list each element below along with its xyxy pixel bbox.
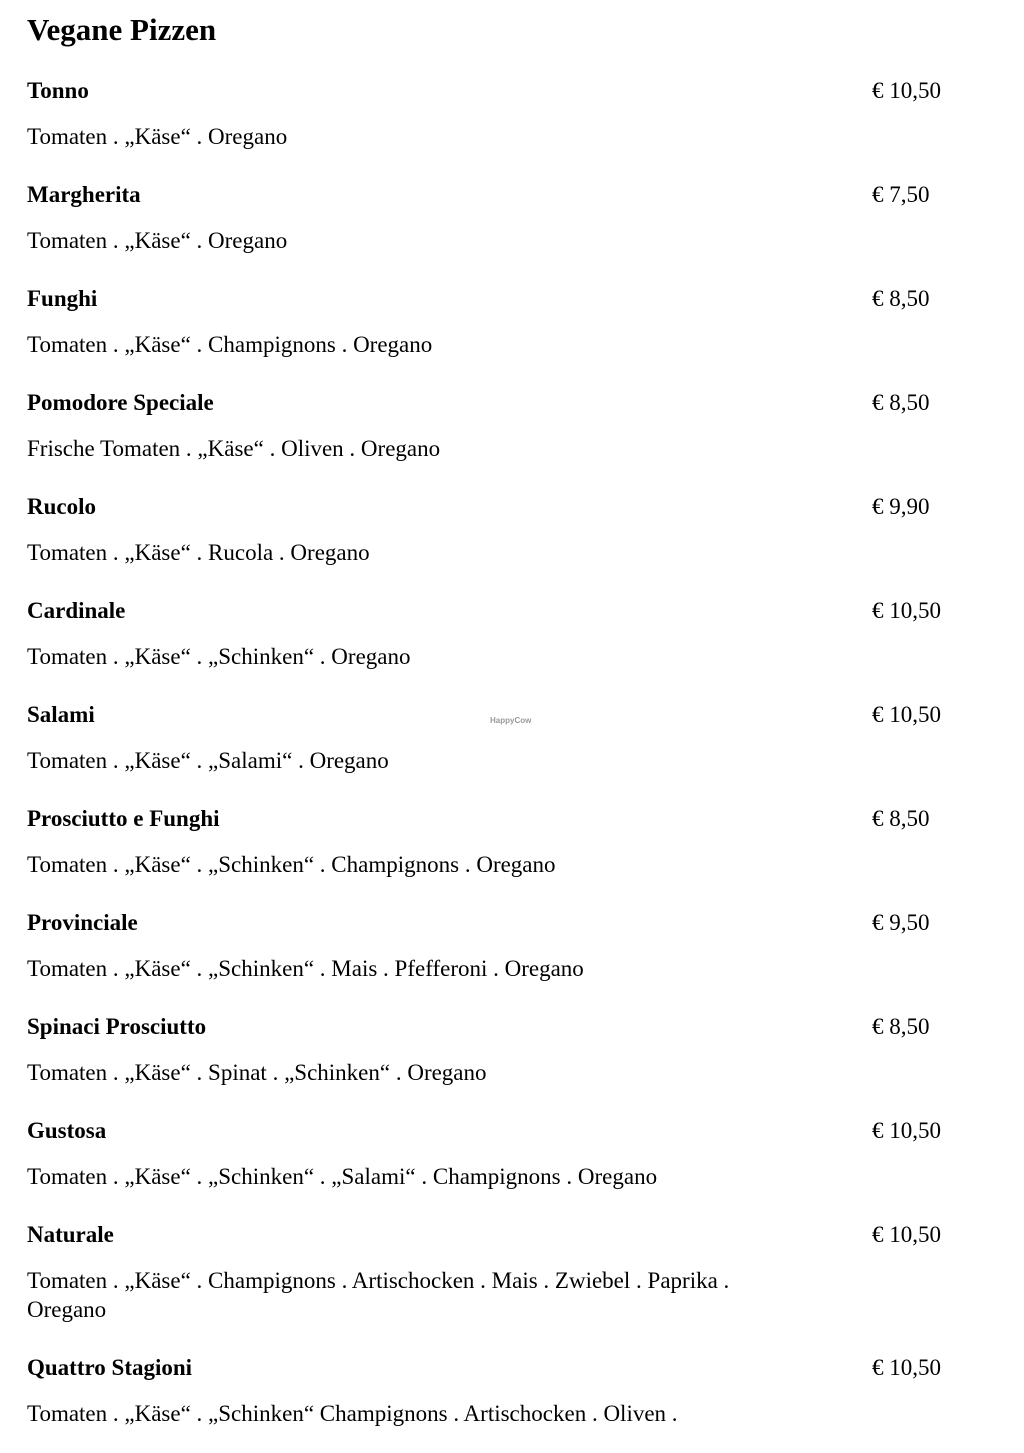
item-name: Salami (27, 702, 95, 727)
item-description: Tomaten . „Käse“ . Spinat . „Schinken“ . Oregano (27, 1060, 487, 1085)
item-name: Rucolo (27, 494, 96, 519)
menu-item-spinaci-prosciutto (27, 1008, 987, 1112)
item-description: Tomaten . „Käse“ . Oregano (27, 228, 288, 253)
item-price: € 10,50 (872, 598, 941, 623)
item-name: Cardinale (27, 598, 126, 623)
item-name: Provinciale (27, 910, 138, 935)
menu-item-funghi (27, 280, 987, 384)
menu-item-provinciale (27, 904, 987, 1008)
menu-item-margherita (27, 176, 987, 280)
item-description: Tomaten . „Käse“ . „Schinken“ . Champignons . Oregano (27, 852, 556, 877)
item-name: Prosciutto e Funghi (27, 806, 220, 831)
item-description: Tomaten . „Käse“ . „Salami“ . Oregano (27, 748, 389, 773)
item-name: Gustosa (27, 1118, 107, 1143)
item-price: € 8,50 (872, 1014, 930, 1039)
menu-item-cardinale (27, 592, 987, 696)
item-name: Quattro Stagioni (27, 1355, 193, 1380)
item-price: € 8,50 (872, 286, 930, 311)
item-description: Tomaten . „Käse“ . Rucola . Oregano (27, 540, 370, 565)
item-name: Naturale (27, 1222, 114, 1247)
item-price: € 9,90 (872, 494, 930, 519)
item-price: € 10,50 (872, 702, 941, 727)
item-price: € 10,50 (872, 1355, 941, 1380)
item-description: Tomaten . „Käse“ . „Schinken“ . „Salami“ . Champignons . Oregano (27, 1164, 658, 1189)
item-price: € 8,50 (872, 390, 930, 415)
item-description: Tomaten . „Käse“ . „Schinken“ . Mais . Pfefferoni . Oregano (27, 956, 584, 981)
item-price: € 10,50 (872, 78, 941, 103)
menu-item-tonno (27, 72, 987, 176)
item-description: Tomaten . „Käse“ . „Schinken“ . Oregano (27, 644, 411, 669)
pizza-menu-list (27, 72, 987, 1453)
page-title: Vegane Pizzen (27, 12, 217, 47)
item-price: € 10,50 (872, 1222, 941, 1247)
item-description: Frische Tomaten . „Käse“ . Oliven . Oregano (27, 436, 441, 461)
menu-item-rucolo (27, 488, 987, 592)
item-price: € 7,50 (872, 182, 930, 207)
menu-item-gustosa (27, 1112, 987, 1216)
item-description: Tomaten . „Käse“ . Champignons . Oregano (27, 332, 433, 357)
item-price: € 8,50 (872, 806, 930, 831)
menu-item-naturale (27, 1216, 987, 1349)
item-name: Margherita (27, 182, 141, 207)
item-name: Tonno (27, 78, 89, 103)
item-name: Funghi (27, 286, 98, 311)
item-price: € 9,50 (872, 910, 930, 935)
happycow-watermark: HappyCow (490, 716, 532, 725)
item-description: Tomaten . „Käse“ . Champignons . Artischocken . Mais . Zwiebel . Paprika . Oregano (27, 1268, 730, 1322)
menu-item-salami (27, 696, 987, 800)
menu-item-pomodore-speciale (27, 384, 987, 488)
item-description: Tomaten . „Käse“ . „Schinken“ Champignons . Artischocken . Oliven . (27, 1401, 678, 1426)
menu-item-prosciutto-e-funghi (27, 800, 987, 904)
item-name: Spinaci Prosciutto (27, 1014, 207, 1039)
item-description: Tomaten . „Käse“ . Oregano (27, 124, 288, 149)
menu-item-quattro-stagioni (27, 1349, 987, 1453)
item-price: € 10,50 (872, 1118, 941, 1143)
item-name: Pomodore Speciale (27, 390, 214, 415)
